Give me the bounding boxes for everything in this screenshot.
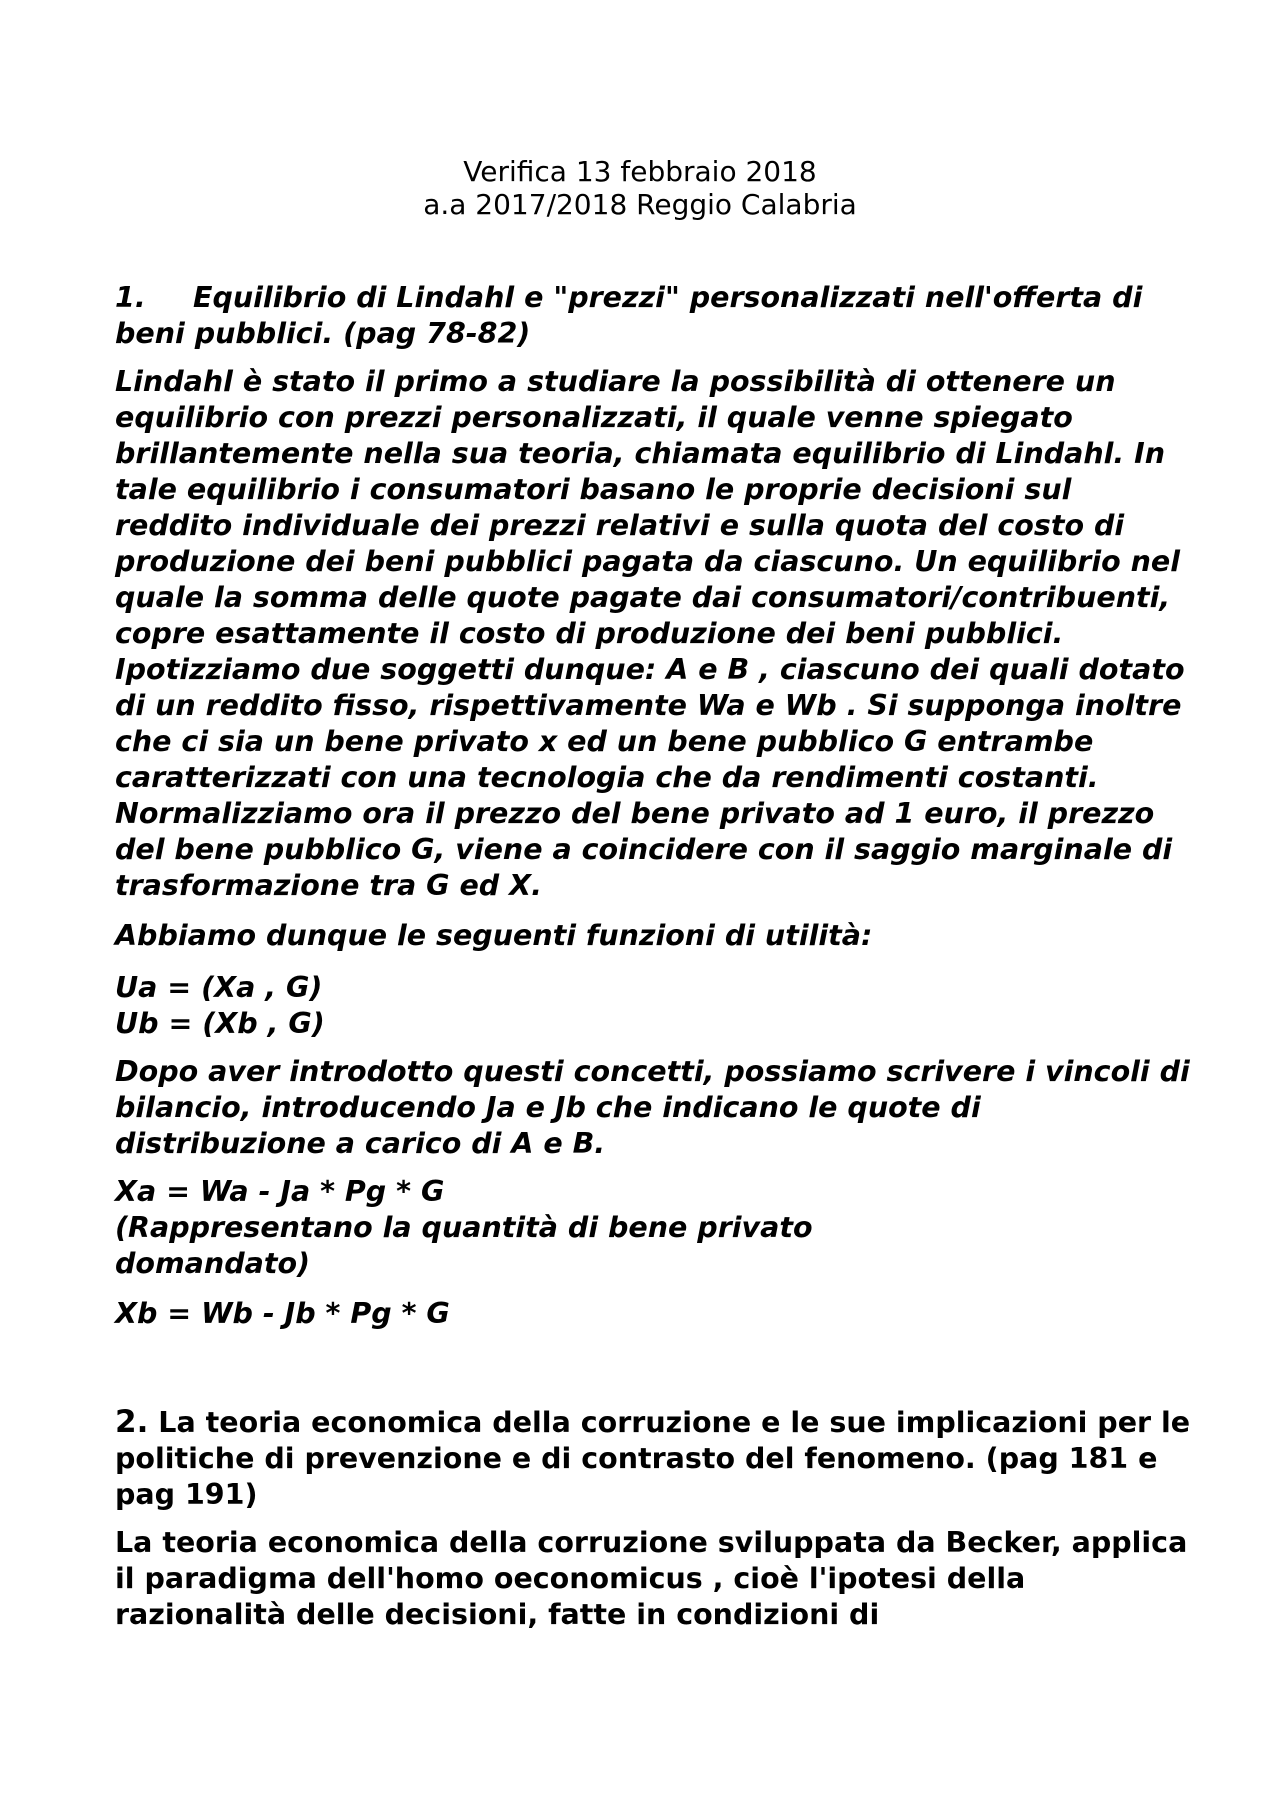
constraint-note: (Rappresentano la quantità di bene privato domandato) [115, 1211, 813, 1280]
budget-constraints [115, 1174, 1195, 1332]
utility-b: Ub = (Xb , G) [115, 1007, 325, 1040]
section-2-heading [115, 1404, 1195, 1513]
section-spacer [115, 1332, 1195, 1404]
utility-functions [115, 970, 1195, 1042]
section-1 [115, 280, 1195, 1332]
section-1-title: Equilibrio di Lindahl e "prezzi" personalizzati nell'offerta di beni pubblici. (pag 78-82) [115, 281, 1143, 350]
constraint-b: Xb = Wb - Jb * Pg * G [115, 1297, 450, 1330]
document-body [115, 280, 1195, 1645]
section-2 [115, 1404, 1195, 1633]
utility-intro: Abbiamo dunque le seguenti funzioni di utilità: [115, 919, 873, 952]
document-header [0, 155, 1280, 221]
section-1-number: 1. [115, 281, 146, 314]
section-2-number: 2. [115, 1404, 149, 1440]
header-subtitle: a.a 2017/2018 Reggio Calabria [423, 188, 857, 221]
header-title: Verifica 13 febbraio 2018 [463, 155, 817, 188]
section-1-paragraph-2: Ipotizziamo due soggetti dunque: A e B , ciascuno dei quali dotato di un reddito fisso, rispettivamente Wa e Wb . Si supponga inoltre che ci sia un bene privato x ed un bene pubblico G entrambe caratterizzati con una tecnologia che da rendimenti costanti. Normalizziamo ora il prezzo del bene privato ad 1 euro, il prezzo del bene pubblico G, viene a coincidere con il saggio marginale di trasformazione tra G ed X. [115, 653, 1185, 902]
section-1-paragraph-1: Lindahl è stato il primo a studiare la possibilità di ottenere un equilibrio con prezzi personalizzati, il quale venne spiegato brillantemente nella sua teoria, chiamata equilibrio di Lindahl. In tale equilibrio i consumatori basano le proprie decisioni sul reddito individuale dei prezzi relativi e sulla quota del costo di produzione dei beni pubblici pagata da ciascuno. Un equilibrio nel quale la somma delle quote pagate dai consumatori/contribuenti, copre esattamente il costo di produzione dei beni pubblici. [115, 365, 1181, 650]
utility-a: Ua = (Xa , G) [115, 971, 323, 1004]
section-1-heading [115, 280, 1195, 352]
section-2-paragraph-1: La teoria economica della corruzione sviluppata da Becker, applica il paradigma dell'homo oeconomicus , cioè l'ipotesi della razionalità delle decisioni, fatte in condizioni di [115, 1526, 1188, 1631]
constraint-a: Xa = Wa - Ja * Pg * G [115, 1175, 445, 1208]
section-2-title: La teoria economica della corruzione e le sue implicazioni per le politiche di prevenzione e di contrasto del fenomeno. (pag 181 e pag 191) [115, 1406, 1191, 1511]
constraints-intro: Dopo aver introdotto questi concetti, possiamo scrivere i vincoli di bilancio, introducendo Ja e Jb che indicano le quote di distribuzione a carico di A e B. [115, 1055, 1190, 1160]
